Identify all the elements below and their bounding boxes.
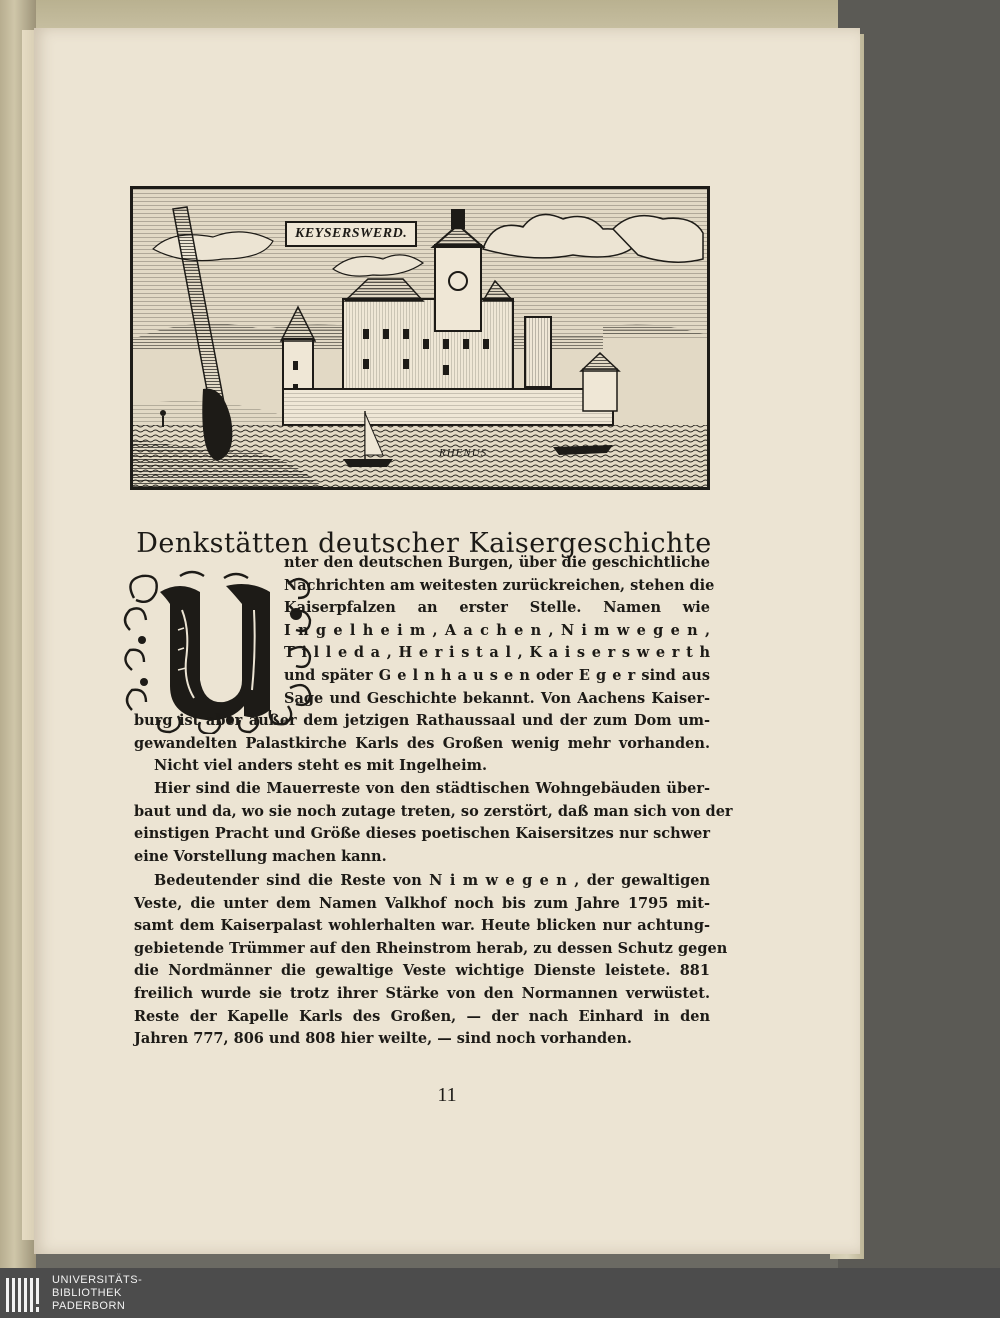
text-line: Nicht viel anders steht es mit Ingelheim. [154, 757, 488, 774]
page-number: 11 [437, 1084, 457, 1106]
plate-river-label: RHENUS [439, 447, 488, 459]
book-page [34, 28, 860, 1254]
library-footer [0, 1268, 1000, 1318]
library-name-line: UNIVERSITÄTS- [52, 1274, 143, 1286]
text-line: Reste der Kapelle Karls des Großen, — der nach Einhard in den [134, 1007, 710, 1025]
paragraph-4 [134, 870, 728, 1051]
text-line: Veste, die unter dem Namen Valkhof noch bis zum Jahre 1795 mit- [134, 894, 710, 912]
text-line: Hier sind die Mauerreste von den städtischen Wohngebäuden über- [154, 780, 710, 797]
text-line: Sage und Geschichte bekannt. Von Aachens Kaiser- [284, 689, 710, 707]
library-name-line: PADERBORN [52, 1300, 126, 1312]
chapter-heading: Denkstätten deutscher Kaisergeschichte [136, 528, 712, 559]
engraving-illustration [130, 186, 710, 490]
text-line: freilich wurde sie trotz ihrer Stärke von den Normannen verwüstet. [134, 984, 710, 1002]
text-line: gebietende Trümmer auf den Rheinstrom herab, zu dessen Schutz gegen [134, 939, 728, 957]
text-line: Bedeutender sind die Reste von N i m w e g e n , der gewaltigen [154, 872, 710, 889]
text-line: einstigen Pracht und Größe dieses poetischen Kaisersitzes nur schwer [134, 825, 710, 843]
text-line: Jahren 777, 806 und 808 hier weilte, — sind noch vorhanden. [134, 1030, 632, 1048]
text-line: nter den deutschen Burgen, über die geschichtliche [284, 554, 710, 571]
text-line: und später G e l n h a u s e n oder E g e r sind aus [284, 666, 710, 684]
text-line: gewandelten Palastkirche Karls des Großen wenig mehr vorhanden. [134, 734, 710, 752]
text-line: burg ist aber außer dem jetzigen Rathaussaal und der zum Dom um- [134, 712, 710, 729]
paragraph-3 [134, 778, 733, 868]
plate-title: KEYSERSWERD. [285, 221, 417, 247]
text-line: die Nordmänner die gewaltige Veste wichtige Dienste leistete. 881 [134, 962, 710, 980]
paragraph-1 [284, 552, 715, 710]
castle-engraving-icon [133, 189, 707, 487]
paragraph-2 [154, 755, 710, 778]
text-line: eine Vorstellung machen kann. [134, 847, 387, 865]
barcode-icon [6, 1274, 46, 1314]
text-line: Nachrichten am weitesten zurückreichen, stehen die [284, 576, 715, 594]
paragraph-1-continued [134, 710, 710, 755]
library-name [52, 1274, 142, 1313]
library-name-line: BIBLIOTHEK [52, 1287, 122, 1299]
text-line: samt dem Kaiserpalast wohlerhalten war. Heute blicken nur achtung- [134, 917, 710, 935]
text-line: I n g e l h e i m , A a c h e n , N i m w e g e n , [284, 621, 710, 639]
text-line: baut und da, wo sie noch zutage treten, so zerstört, daß man sich von der [134, 802, 733, 820]
text-line: Kaiserpfalzen an erster Stelle. Namen wie [284, 599, 710, 617]
text-line: T i l l e d a , H e r i s t a l , K a i s e r s w e r t h [284, 644, 710, 662]
